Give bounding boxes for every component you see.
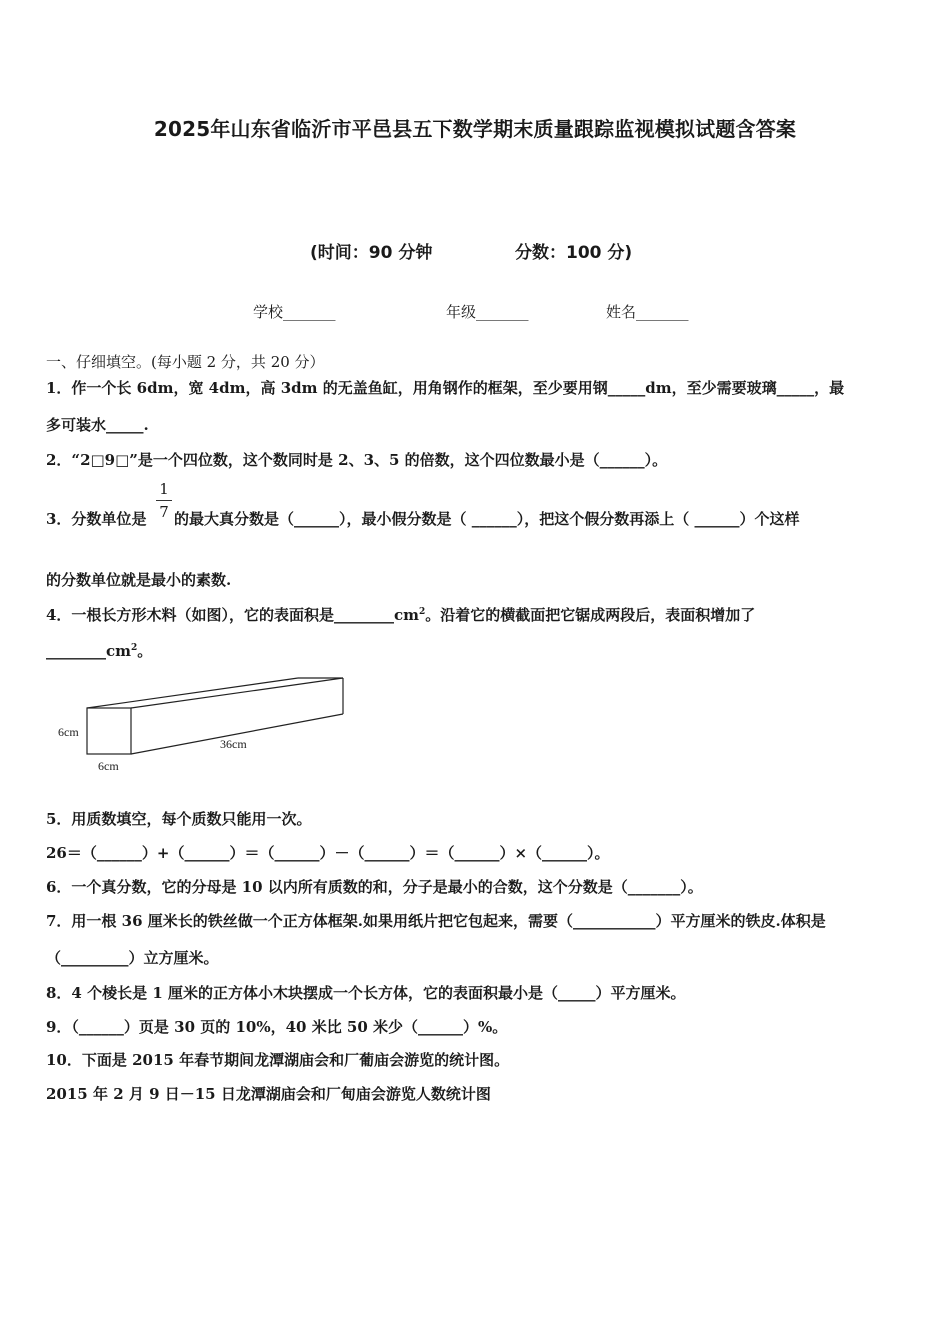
question-6: 6．一个真分数，它的分母是 10 以内所有质数的和，分子是最小的合数，这个分数是（_______）。	[46, 878, 703, 896]
fraction-one-seventh	[156, 479, 172, 522]
cuboid-figure	[50, 672, 360, 778]
question-2: 2．“2□9□”是一个四位数，这个数同时是 2、3、5 的倍数，这个四位数最小是（______）。	[46, 451, 668, 469]
exam-score: 分数：100 分)	[515, 243, 633, 263]
fraction-denominator: 7	[159, 503, 169, 521]
question-3-line-2: 的分数单位就是最小的素数.	[46, 571, 232, 589]
question-1-line-1: 1．作一个长 6dm，宽 4dm，高 3dm 的无盖鱼缸，用角钢作的框架，至少要用钢_____dm，至少需要玻璃_____，最	[46, 379, 845, 397]
q4-text-d: 。	[137, 642, 153, 660]
length-label: 36cm	[220, 737, 247, 751]
q4-text-c: ________cm	[46, 642, 132, 660]
question-8: 8．4 个棱长是 1 厘米的正方体小木块摆成一个长方体，它的表面积最小是（_____）平方厘米。	[46, 984, 686, 1002]
q4-text-b: 。沿着它的横截面把它锯成两段后，表面积增加了	[425, 606, 756, 624]
q4-superscript-a: 2	[418, 607, 426, 617]
question-7-line-2: （_________）立方厘米。	[46, 949, 219, 967]
fraction-bar	[156, 500, 172, 501]
cuboid-top-right-edge	[131, 678, 343, 708]
question-4-line-1	[46, 604, 755, 625]
question-7-line-1: 7．用一根 36 厘米长的铁丝做一个正方体框架.如果用纸片把它包起来，需要（___________）平方厘米的铁皮.体积是	[46, 912, 826, 930]
question-10: 10．下面是 2015 年春节期间龙潭湖庙会和厂葡庙会游览的统计图。	[46, 1051, 510, 1069]
question-3-prefix: 3．分数单位是	[46, 510, 147, 528]
question-9: 9．（______）页是 30 页的 10%，40 米比 50 米少（______）%。	[46, 1018, 508, 1036]
section-heading: 一、仔细填空。(每小题 2 分，共 20 分）	[46, 353, 325, 371]
cuboid-front-face	[87, 708, 131, 754]
chart-caption: 2015 年 2 月 9 日－15 日龙潭湖庙会和厂甸庙会游览人数统计图	[46, 1085, 491, 1103]
question-5-equation: 26＝（______）+（______）＝（______）－（______）＝（______）×（______）。	[46, 844, 610, 862]
height-label: 6cm	[58, 725, 79, 739]
question-5: 5．用质数填空，每个质数只能用一次。	[46, 810, 312, 828]
question-4-line-2	[46, 640, 152, 661]
cuboid-top-left-edge	[87, 678, 298, 708]
exam-time: (时间：90 分钟	[310, 243, 433, 263]
grade-field: 年级_______	[446, 303, 529, 321]
q4-superscript-b: 2	[131, 643, 138, 653]
question-1-line-2: 多可装水_____.	[46, 416, 149, 434]
fraction-numerator: 1	[159, 480, 169, 498]
page-title: 2025年山东省临沂市平邑县五下数学期末质量跟踪监视模拟试题含答案	[153, 117, 797, 141]
name-field: 姓名_______	[606, 303, 689, 321]
question-3-rest: 的最大真分数是（______），最小假分数是（ ______），把这个假分数再添上（ ______）个这样	[174, 510, 800, 528]
q4-text-a: 4．一根长方形木料（如图），它的表面积是________cm	[46, 606, 419, 624]
school-field: 学校_______	[253, 303, 336, 321]
width-label: 6cm	[98, 759, 119, 773]
